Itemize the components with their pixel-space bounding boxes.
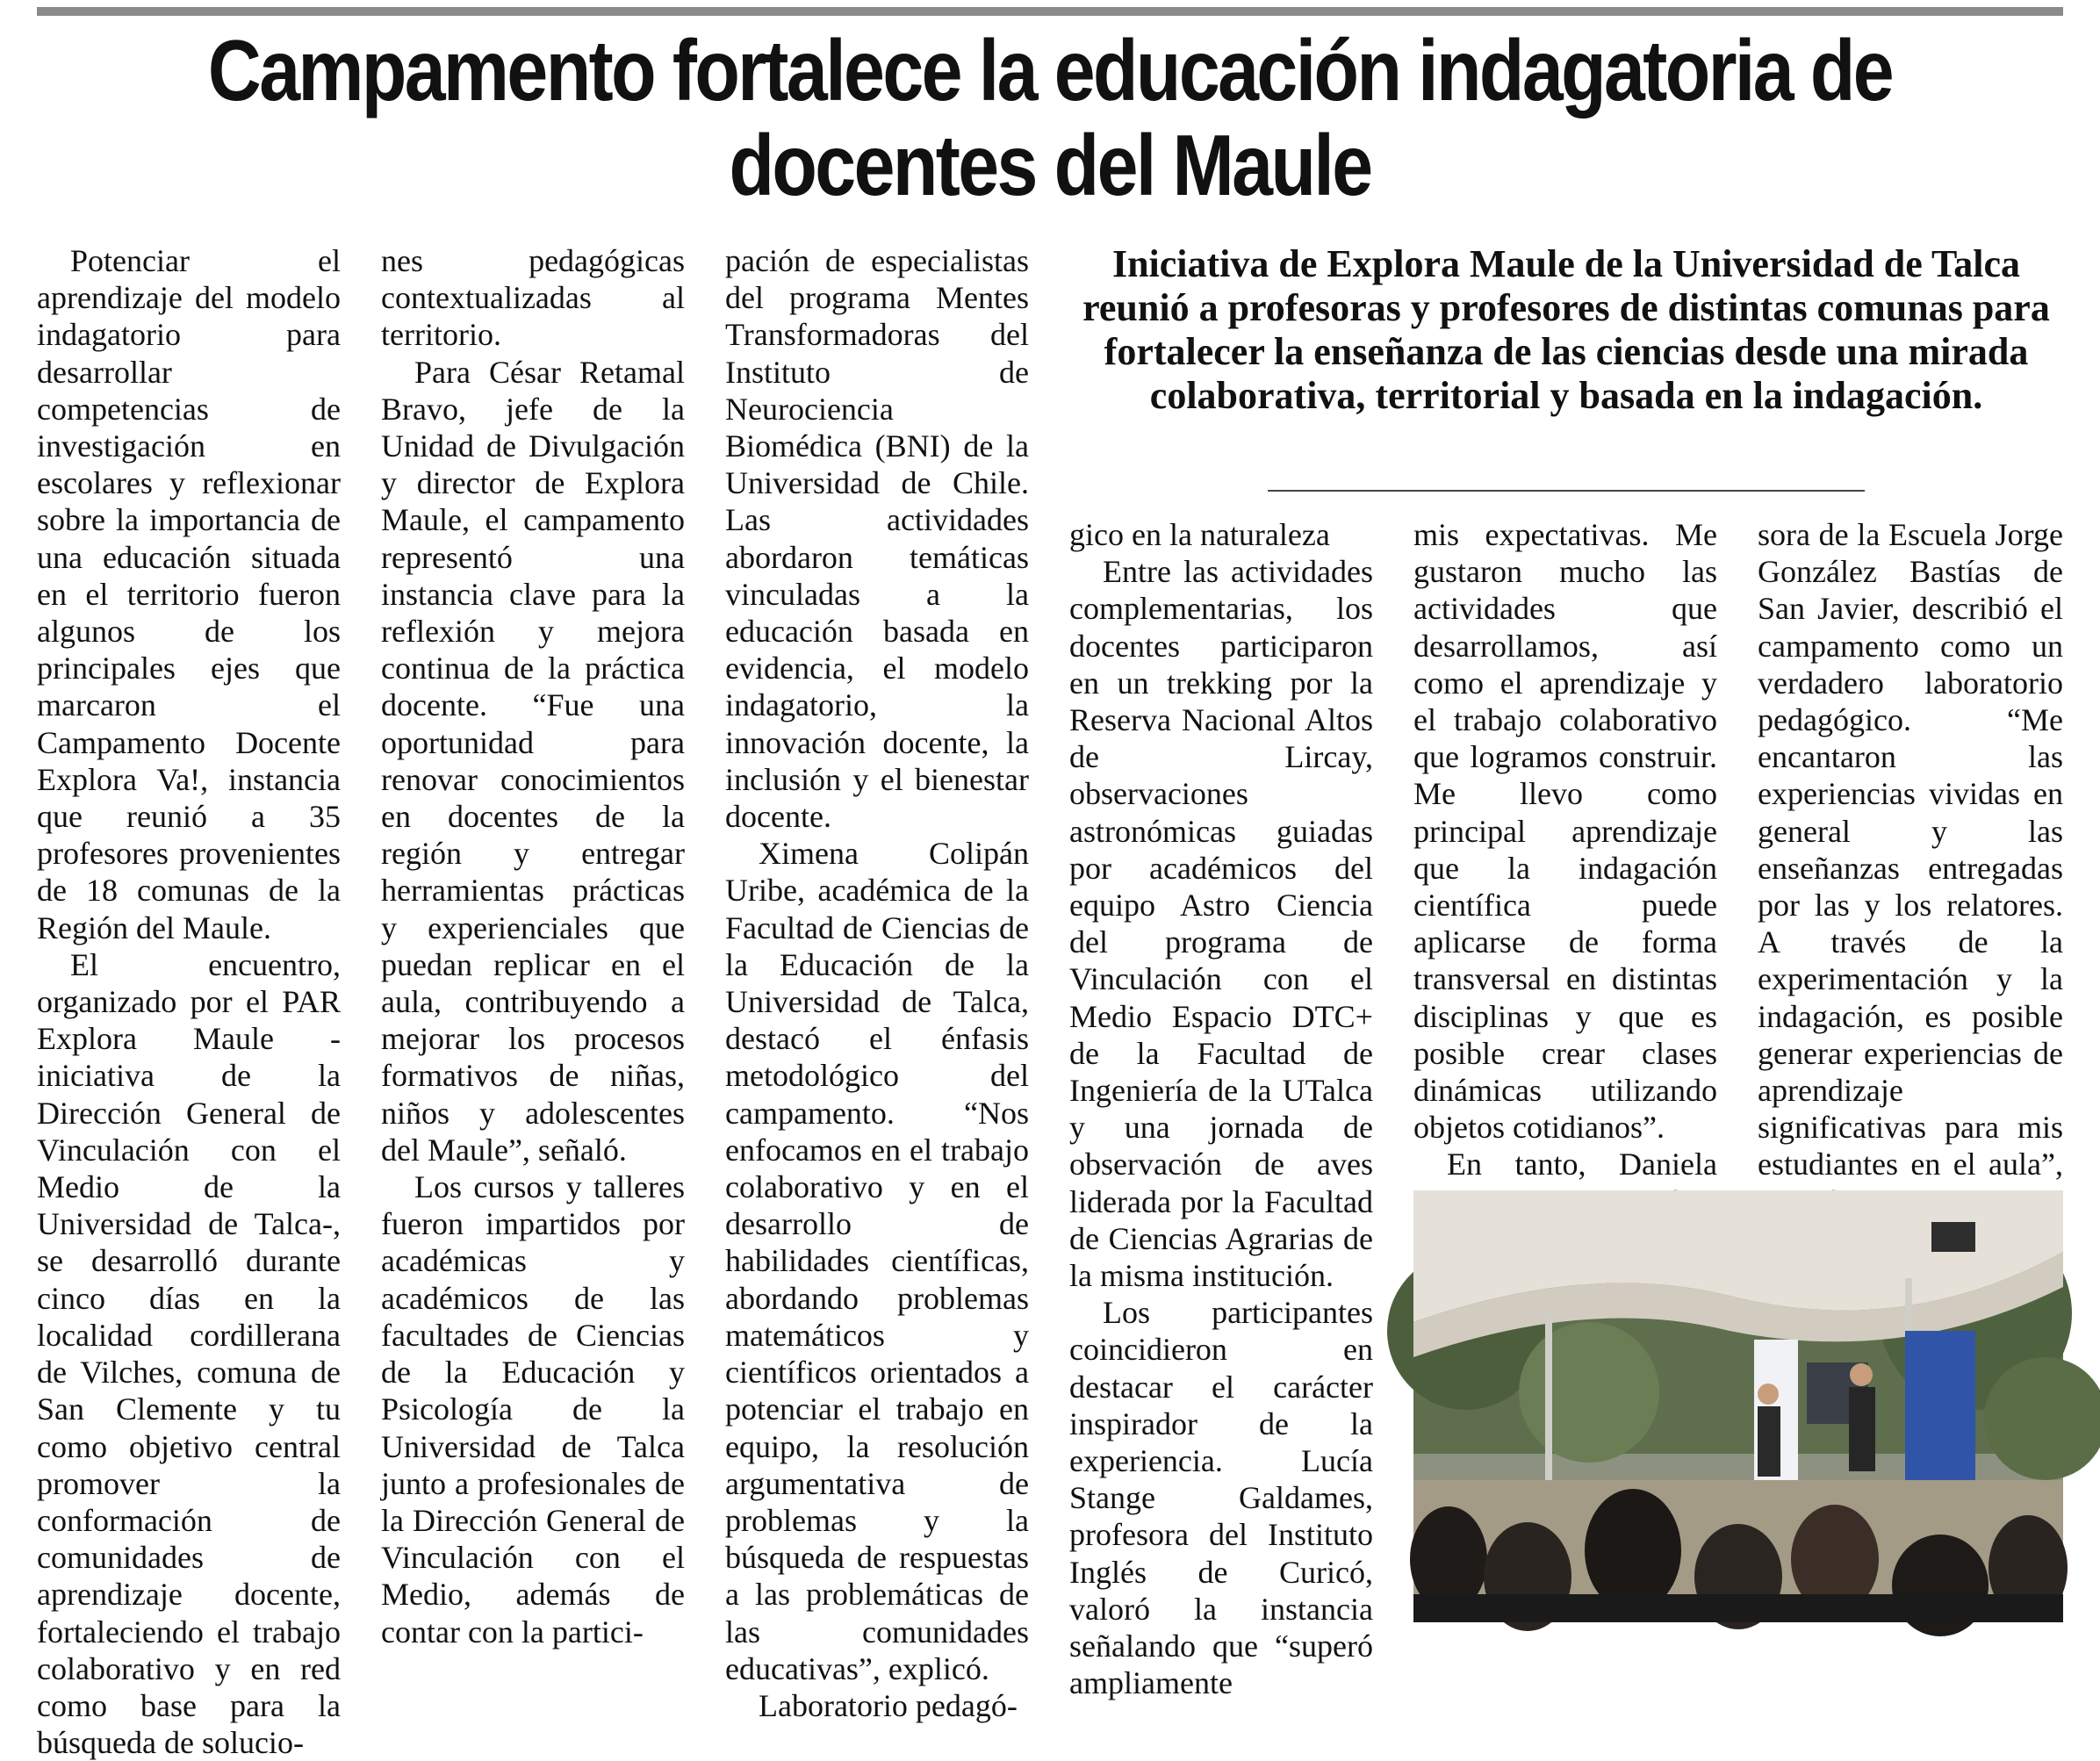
paragraph: En tanto, Daniela xyxy=(1447,1146,1717,1182)
article-column-4 xyxy=(1069,516,1373,1701)
paragraph: Ximena Colipán Uribe, académica de la Facultad de Ciencias de la Educación de la Universidad de Talca, destacó el énfasis metodológico del campamento. “Nos enfocamos en el trabajo colaborativo y en el desarrollo de habilidades científicas, abordando problemas matemáticos y científicos orientados a potenciar el trabajo en equipo, la resolución argumentativa de problemas y la búsqueda de respuestas a las problemáticas de las comunidades educativas”, explicó. xyxy=(725,836,1029,1686)
paragraph: Los cursos y talleres fueron impartidos por académicas y académicos de las facultades de Ciencias de la Educación y Psicología de la Universidad de Talca junto a profesionales de la Dirección General de Vinculación con el Medio, además de contar con la partici- xyxy=(381,1169,685,1650)
paragraph-continued: mis expectativas. Me gustaron mucho las actividades que desarrollamos, así como el aprendizaje y el trabajo colaborativo que logramos construir. Me llevo como principal aprendizaje que la indagación científica puede aplicarse de forma transversal en distintas disciplinas y que es posible crear clases dinámicas utilizando objetos cotidianos”. xyxy=(1413,517,1717,1146)
paragraph: Para César Retamal Bravo, jefe de la Unidad de Divulgación y director de Explora Maule, el campamento representó una instancia clave para la reflexión y mejora continua de la práctica docente. “Fue una oportunidad para renovar conocimientos en docentes de la región y entregar herramientas prácticas y experienciales que puedan replicar en el aula, contribuyendo a mejorar los procesos formativos de niñas, niños y adolescentes del Maule”, señaló. xyxy=(381,354,685,1168)
paragraph-continued: sora de la Escuela Jorge González Bastías de San Javier, describió el campamento como un verdadero laboratorio pedagógico. “Me encantaron las experiencias vividas en general y las enseñanzas entregadas por las y los relatores. A través de la experimentación y la indagación, es posible generar experiencias de aprendizaje significativas para mis estudiantes en el aula”, xyxy=(1758,517,2063,1182)
article-column-1 xyxy=(37,242,341,1761)
subheading-continued: gico en la naturaleza xyxy=(1069,517,1330,552)
paragraph-continued: nes pedagógicas contextualizadas al territorio. xyxy=(381,243,685,353)
workshop-photo-illustration xyxy=(1413,1190,2063,1622)
article-column-6 xyxy=(1758,516,2063,1183)
paragraph: El encuentro, organizado por el PAR Explora Maule -iniciativa de la Dirección General de Vinculación con el Medio de la Universidad de Talca-, se desarrolló durante cinco días en la localidad cordillerana de Vilches, comuna de San Clemente y tu como objetivo central promover la conformación de comunidades de aprendizaje docente, fortaleciendo el trabajo colaborativo y en red como base para la búsqueda de solucio- xyxy=(37,946,341,1761)
article-column-5 xyxy=(1413,516,1717,1183)
article-column-3 xyxy=(725,242,1029,1723)
subheading-start: Laboratorio pedagó- xyxy=(759,1687,1018,1723)
paragraph: Potenciar el aprendizaje del modelo indagatorio para desarrollar competencias de investigación en escolares y reflexionar sobre la importancia de una educación situada en el territorio fueron algunos de los principales ejes que marcaron el Campamento Docente Explora Va!, instancia que reunió a 35 profesores provenientes de 18 comunas de la Región del Maule. xyxy=(37,243,341,945)
paragraph: Los participantes coincidieron en destacar el carácter inspirador de la experiencia. Lucía Stange Galdames, profesora del Instituto Inglés de Curicó, valoró la instancia señalando que “superó ampliamente xyxy=(1069,1295,1373,1701)
article-headline: Campamento fortalece la educación indagatoria de docentes del Maule xyxy=(207,22,1893,213)
deck-divider xyxy=(1268,490,1865,492)
article-deck: Iniciativa de Explora Maule de la Universidad de Talca reunió a profesoras y profesores de distintas comunas para fortalecer la enseñanza de las ciencias desde una mirada colaborativa, territorial y basada en la indagación. xyxy=(1082,242,2050,417)
article-column-2 xyxy=(381,242,685,1650)
paragraph: Entre las actividades complementarias, los docentes participaron en un trekking por la Reserva Nacional Altos de Lircay, observaciones astronómicas guiadas por académicos del equipo Astro Ciencia del programa de Vinculación con el Medio Espacio DTC+ de la Facultad de Ingeniería de la UTalca y una jornada de observación de aves liderada por la Facultad de Ciencias Agrarias de la misma institución. xyxy=(1069,554,1373,1294)
paragraph-continued: pación de especialistas del programa Mentes Transformadoras del Instituto de Neurociencia Biomédica (BNI) de la Universidad de Chile. Las actividades abordaron temáticas vinculadas a la educación basada en evidencia, el modelo indagatorio, la innovación docente, la inclusión y el bienestar docente. xyxy=(725,243,1029,835)
top-rule xyxy=(37,7,2063,16)
article-photo xyxy=(1413,1190,2063,1622)
